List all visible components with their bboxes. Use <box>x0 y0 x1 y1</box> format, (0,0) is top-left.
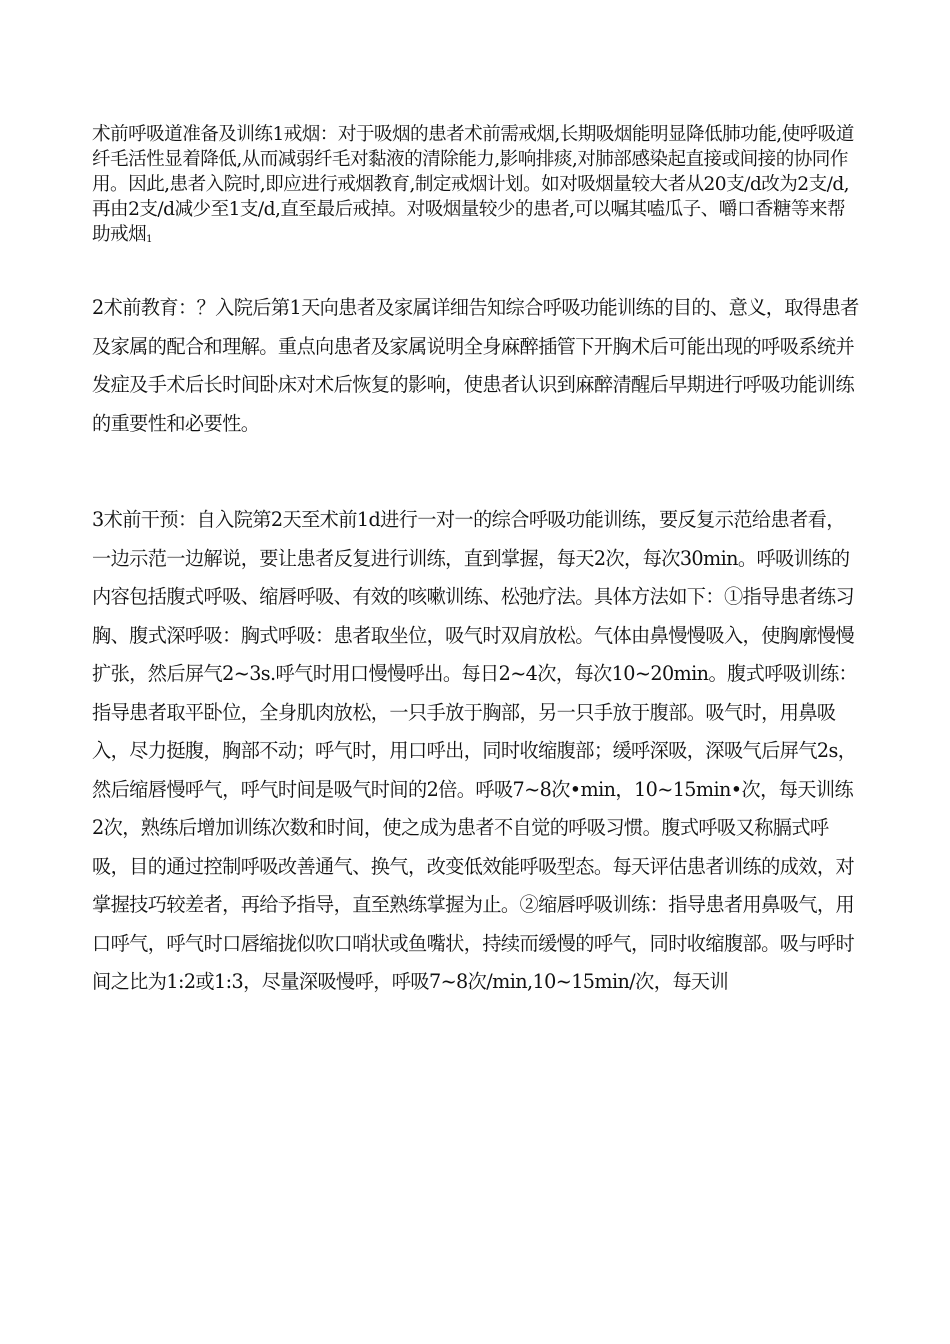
reference-marker: 1 <box>146 234 152 245</box>
paragraph-smoking-cessation <box>92 122 862 250</box>
paragraph-text: 术前呼吸道准备及训练1戒烟：对于吸烟的患者术前需戒烟,长期吸烟能明显降低肺功能,使呼吸道纤毛活性显着降低,从而减弱纤毛对黏液的清除能力,影响排痰,对肺部感染起直接或间接的协同作用。因此,患者入院时,即应进行戒烟教育,制定戒烟计划。如对吸烟量较大者从20支/d改为2支/d,再由2支/d减少至1支/d,直至最后戒掉。对吸烟量较少的患者,可以嘱其嗑瓜子、嚼口香糖等来帮助戒烟 <box>92 124 854 245</box>
paragraph-preoperative-intervention: 3术前干预：自入院第2天至术前1d进行一对一的综合呼吸功能训练，要反复示范给患者看，一边示范一边解说，要让患者反复进行训练，直到掌握，每天2次，每次30min。呼吸训练的内容包括腹式呼吸、缩唇呼吸、有效的咳嗽训练、松弛疗法。具体方法如下：①指导患者练习胸、腹式深呼吸：胸式呼吸：患者取坐位，吸气时双肩放松。气体由鼻慢慢吸入，使胸廓慢慢扩张，然后屏气2~3s.呼气时用口慢慢呼出。每日2~4次，每次10~20min。腹式呼吸训练：指导患者取平卧位，全身肌肉放松，一只手放于胸部，另一只手放于腹部。吸气时，用鼻吸入，尽力挺腹，胸部不动；呼气时，用口呼出，同时收缩腹部；缓呼深吸，深吸气后屏气2s，然后缩唇慢呼气，呼气时间是吸气时间的2倍。呼吸7~8次•min，10~15min•次，每天训练2次，熟练后增加训练次数和时间，使之成为患者不自觉的呼吸习惯。腹式呼吸又称膈式呼吸，目的通过控制呼吸改善通气、换气，改变低效能呼吸型态。每天评估患者训练的成效，对掌握技巧较差者，再给予指导，直至熟练掌握为止。②缩唇呼吸训练：指导患者用鼻吸气，用口呼气，呼气时口唇缩拢似吹口哨状或鱼嘴状，持续而缓慢的呼气，同时收缩腹部。吸与呼时间之比为1:2或1:3，尽量深吸慢呼，呼吸7~8次/min,10~15min/次，每天训 <box>92 508 858 993</box>
paragraph-preoperative-education: 2术前教育：？入院后第1天向患者及家属详细告知综合呼吸功能训练的目的、意义，取得患者及家属的配合和理解。重点向患者及家属说明全身麻醉插管下开胸术后可能出现的呼吸系统并发症及手术后长时间卧床对术后恢复的影响，使患者认识到麻醉清醒后早期进行呼吸功能训练的重要性和必要性。 <box>92 296 859 435</box>
